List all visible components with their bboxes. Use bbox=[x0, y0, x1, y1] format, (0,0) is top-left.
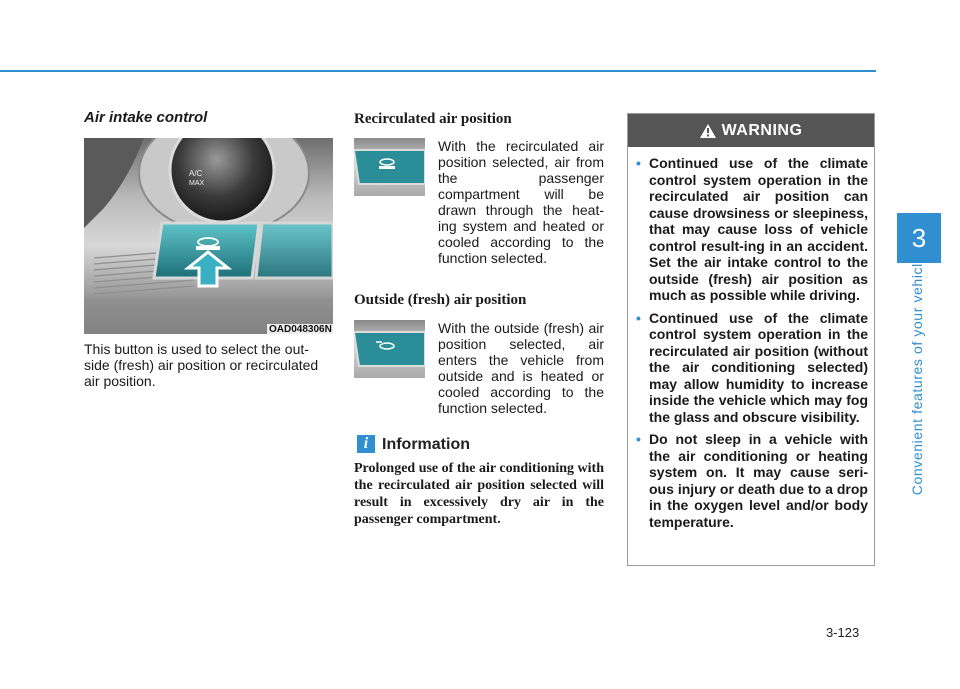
warning-item: • Do not sleep in a vehicle with the air conditioning or heating system on. It may cause seri-ous injury or death due to a drop in the oxygen level and/or body temperature. bbox=[636, 431, 868, 530]
information-text: Prolonged use of the air conditioning with the recirculated air position selected will result in excessively dry air in the passenger compartment. bbox=[354, 461, 604, 527]
warning-item: • Continued use of the climate control system operation in the recirculated air position (without the air conditioning selected) may allow humidity to increase inside the vehicle which may fog the glass and obscure visibility. bbox=[636, 310, 868, 426]
header-rule bbox=[0, 70, 876, 72]
warning-item: • Continued use of the climate control system operation in the recirculated air position can cause drowsiness or sleepiness, that may cause loss of vehicle control result-ing in an accident. Set the air intake control to the outside (fresh) air position as much as possible while driving. bbox=[636, 155, 868, 304]
warning-box bbox=[627, 113, 875, 566]
chapter-tab: 3 bbox=[897, 213, 941, 263]
control-panel-illustration bbox=[84, 138, 333, 334]
air-intake-description: This button is used to select the out-side (fresh) air position or recirculated air position. bbox=[84, 341, 319, 389]
recirculated-button-thumbnail bbox=[354, 138, 425, 196]
recirculated-heading: Recirculated air position bbox=[354, 111, 512, 127]
max-label: MAX bbox=[189, 180, 205, 187]
warning-title: WARNING bbox=[721, 122, 803, 139]
image-code: OAD048306N bbox=[269, 324, 332, 335]
page-number: 3-123 bbox=[826, 625, 860, 640]
chapter-title: Convenient features of your vehicle bbox=[909, 254, 925, 496]
information-icon: i bbox=[357, 435, 375, 453]
recirculated-text: With the recirculated air position selected, air from the passenger compartment will be drawn through the heat-ing system and heated or cooled according to the function selected. bbox=[438, 138, 604, 266]
air-intake-control-photo bbox=[84, 138, 333, 334]
ac-label: A/C bbox=[189, 169, 203, 178]
air-intake-heading: Air intake control bbox=[84, 109, 208, 126]
information-title: Information bbox=[382, 436, 470, 453]
outside-heading: Outside (fresh) air position bbox=[354, 292, 527, 308]
warning-list bbox=[636, 155, 868, 536]
outside-text: With the outside (fresh) air position selected, air enters the vehicle from outside and is heated or cooled according to the function selected. bbox=[438, 320, 604, 416]
warning-triangle-icon bbox=[700, 124, 716, 138]
warning-header bbox=[628, 114, 874, 147]
outside-button-thumbnail bbox=[354, 320, 425, 378]
